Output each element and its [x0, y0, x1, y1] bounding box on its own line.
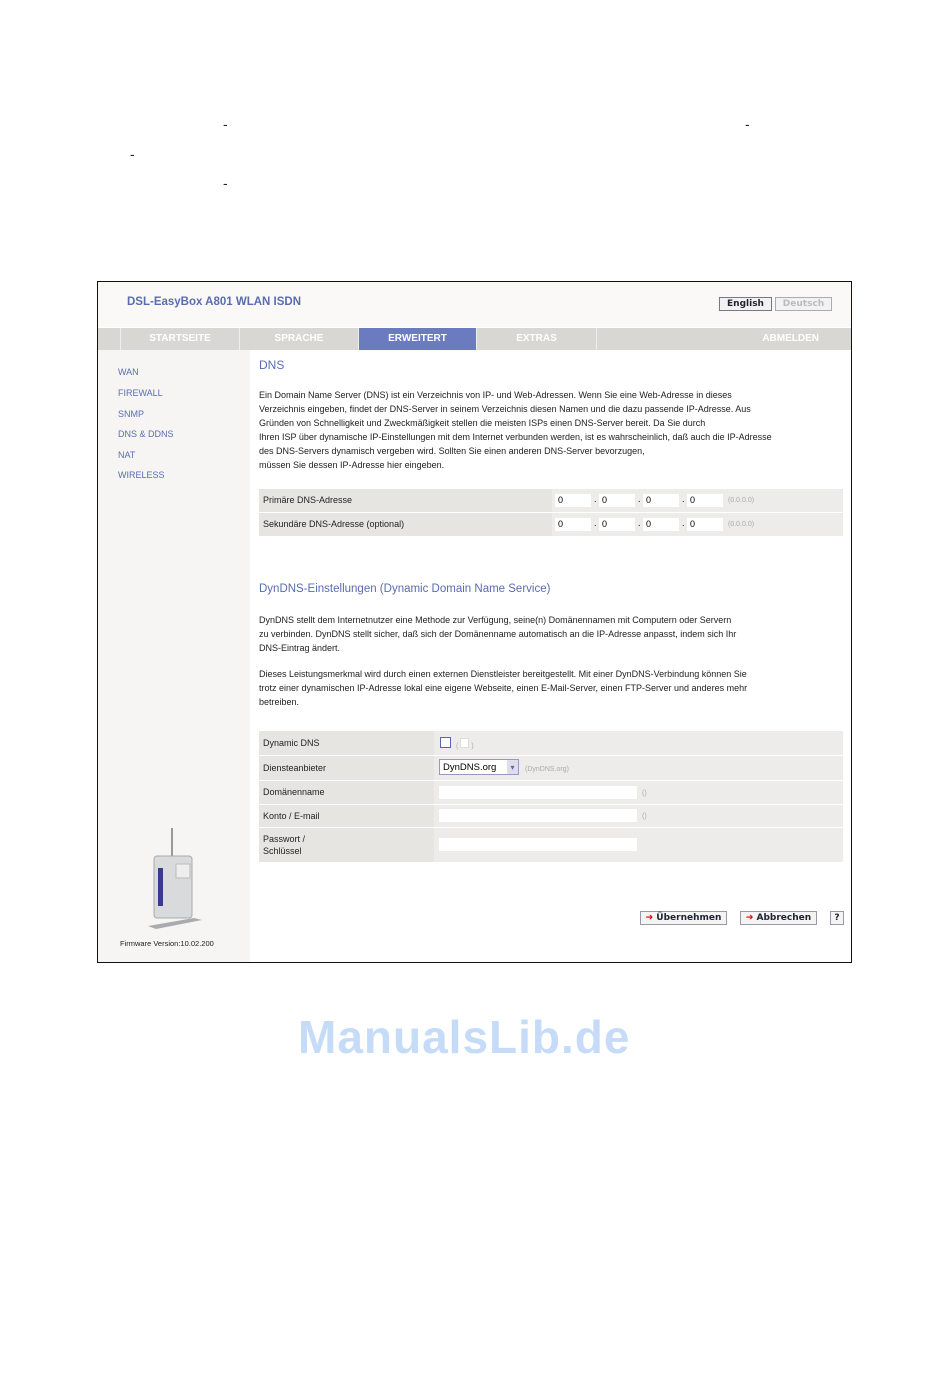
sidebar-item-wireless[interactable]: WIRELESS [118, 470, 165, 480]
tab-abmelden[interactable]: ABMELDEN [596, 328, 851, 350]
account-input[interactable] [439, 809, 637, 822]
dynamic-dns-row [259, 731, 843, 755]
provider-select[interactable] [439, 759, 519, 775]
firmware-version: Firmware Version:10.02.200 [120, 939, 214, 948]
lang-deutsch-button[interactable]: Deutsch [775, 297, 832, 311]
secondary-dns-hint: (0.0.0.0) [728, 521, 755, 528]
apply-label: Übernehmen [656, 913, 722, 923]
secondary-dns-octet-2[interactable]: 0 [599, 518, 635, 531]
secondary-dns-octet-1[interactable]: 0 [555, 518, 591, 531]
dns-heading: DNS [259, 358, 285, 372]
sidebar-item-firewall[interactable]: FIREWALL [118, 388, 163, 398]
apply-button[interactable] [640, 911, 727, 925]
secondary-dns-octet-3[interactable]: 0 [643, 518, 679, 531]
ddns-heading: DynDNS-Einstellungen (Dynamic Domain Name Service) [259, 583, 551, 595]
sidebar-item-snmp[interactable]: SNMP [118, 409, 145, 419]
text-line: Verzeichnis eingeben, findet der DNS-Server in seinem Verzeichnis diesen Namen und die dazu passende IP-Adresse. Aus [259, 404, 751, 414]
secondary-dns-row: Sekundäre DNS-Adresse (optional) 0 . 0 . 0 . 0 (0.0.0.0) [259, 513, 843, 536]
password-label-line-1: Passwort / [263, 834, 306, 844]
primary-dns-octet-3[interactable]: 0 [643, 494, 679, 507]
app-title: DSL-EasyBox A801 WLAN ISDN [127, 296, 302, 308]
domain-row [259, 781, 843, 804]
text-line: DNS-Eintrag ändert. [259, 643, 341, 653]
arrow-right-icon: ➔ [745, 913, 754, 923]
domain-input[interactable] [439, 786, 637, 799]
sidebar [98, 350, 250, 962]
lang-english-button[interactable]: English [719, 297, 772, 311]
router-ui-screenshot [97, 281, 852, 963]
tab-erweitert[interactable]: ERWEITERT [358, 328, 476, 350]
text-line: müssen Sie dessen IP-Adresse hier eingeben. [259, 460, 445, 470]
text-line: Ihren ISP über dynamische IP-Einstellungen mit dem Internet verbunden werden, ist es wahrscheinlich, daß auch die IP-Adresse [259, 432, 772, 442]
domain-label: Domänenname [263, 787, 325, 797]
primary-dns-label: Primäre DNS-Adresse [263, 495, 353, 505]
primary-dns-hint: (0.0.0.0) [728, 497, 755, 504]
watermark: ManualsLib.de [298, 1011, 631, 1063]
dns-description [259, 388, 849, 472]
password-row [259, 828, 843, 862]
password-input[interactable] [439, 838, 637, 851]
cancel-label: Abbrechen [756, 913, 812, 923]
arrow-right-icon: ➔ [645, 913, 654, 923]
primary-dns-octet-2[interactable]: 0 [599, 494, 635, 507]
page-mark: - [223, 175, 228, 191]
chevron-down-icon[interactable]: ▾ [507, 760, 518, 774]
ddns-description-1 [259, 613, 849, 655]
primary-dns-row: Primäre DNS-Adresse 0 . 0 . 0 . 0 (0.0.0.0) [259, 489, 843, 512]
password-label-line-2: Schlüssel [263, 846, 302, 856]
tab-startseite[interactable]: STARTSEITE [120, 328, 239, 350]
header [98, 282, 851, 327]
provider-row [259, 756, 843, 780]
text-line: Dieses Leistungsmerkmal wird durch einen externen Dienstleister bereitgestellt. Mit einer DynDNS-Verbindung können Sie [259, 669, 747, 679]
provider-label: Diensteanbieter [263, 763, 327, 773]
main-nav [98, 328, 851, 350]
provider-hint: (DynDNS.org) [525, 766, 569, 773]
dynamic-dns-hint: ( ) [456, 738, 474, 750]
ddns-description-2 [259, 667, 849, 709]
domain-hint: () [642, 790, 647, 797]
text-line: zu verbinden. DynDNS stellt sicher, daß sich der Domänenname automatisch an die IP-Adresse anpasst, indem sich Ihr [259, 629, 737, 639]
dynamic-dns-checkbox[interactable] [440, 737, 451, 748]
text-line: trotz einer dynamischen IP-Adresse lokal eine eigene Webseite, einen E-Mail-Server, einen FTP-Server und anderes mehr [259, 683, 748, 693]
page-mark: - [745, 116, 750, 132]
text-line: Ein Domain Name Server (DNS) ist ein Verzeichnis von IP- und Web-Adressen. Wenn Sie eine Web-Adresse in dieses [259, 390, 732, 400]
password-label [263, 833, 305, 857]
sidebar-item-nat[interactable]: NAT [118, 450, 136, 460]
account-row [259, 805, 843, 827]
dynamic-dns-label: Dynamic DNS [263, 738, 320, 748]
page-mark: - [130, 146, 135, 162]
tab-extras[interactable]: EXTRAS [476, 328, 596, 350]
secondary-dns-label: Sekundäre DNS-Adresse (optional) [263, 519, 405, 529]
router-image-icon [146, 828, 206, 930]
provider-selected-value: DynDNS.org [443, 762, 497, 773]
sidebar-item-dns-ddns[interactable]: DNS & DDNS [118, 429, 174, 439]
cancel-button[interactable] [740, 911, 817, 925]
account-label: Konto / E-mail [263, 811, 320, 821]
tab-sprache[interactable]: SPRACHE [239, 328, 358, 350]
text-line: DynDNS stellt dem Internetnutzer eine Methode zur Verfügung, seine(n) Domänennamen mit Computern oder Servern [259, 615, 732, 625]
help-button[interactable]: ? [830, 911, 844, 925]
account-hint: () [642, 813, 647, 820]
page-mark: - [223, 116, 228, 132]
sidebar-item-wan[interactable]: WAN [118, 367, 139, 377]
primary-dns-octet-1[interactable]: 0 [555, 494, 591, 507]
text-line: des DNS-Servers dynamisch vergeben wird. Sollten Sie einen anderen DNS-Server bevorzugen, [259, 446, 645, 456]
text-line: Gründen von Schnelligkeit und Zweckmäßigkeit stellen die meisten ISPs einen DNS-Server bereit. Da Sie durch [259, 418, 706, 428]
secondary-dns-octet-4[interactable]: 0 [687, 518, 723, 531]
primary-dns-octet-4[interactable]: 0 [687, 494, 723, 507]
text-line: betreiben. [259, 697, 300, 707]
